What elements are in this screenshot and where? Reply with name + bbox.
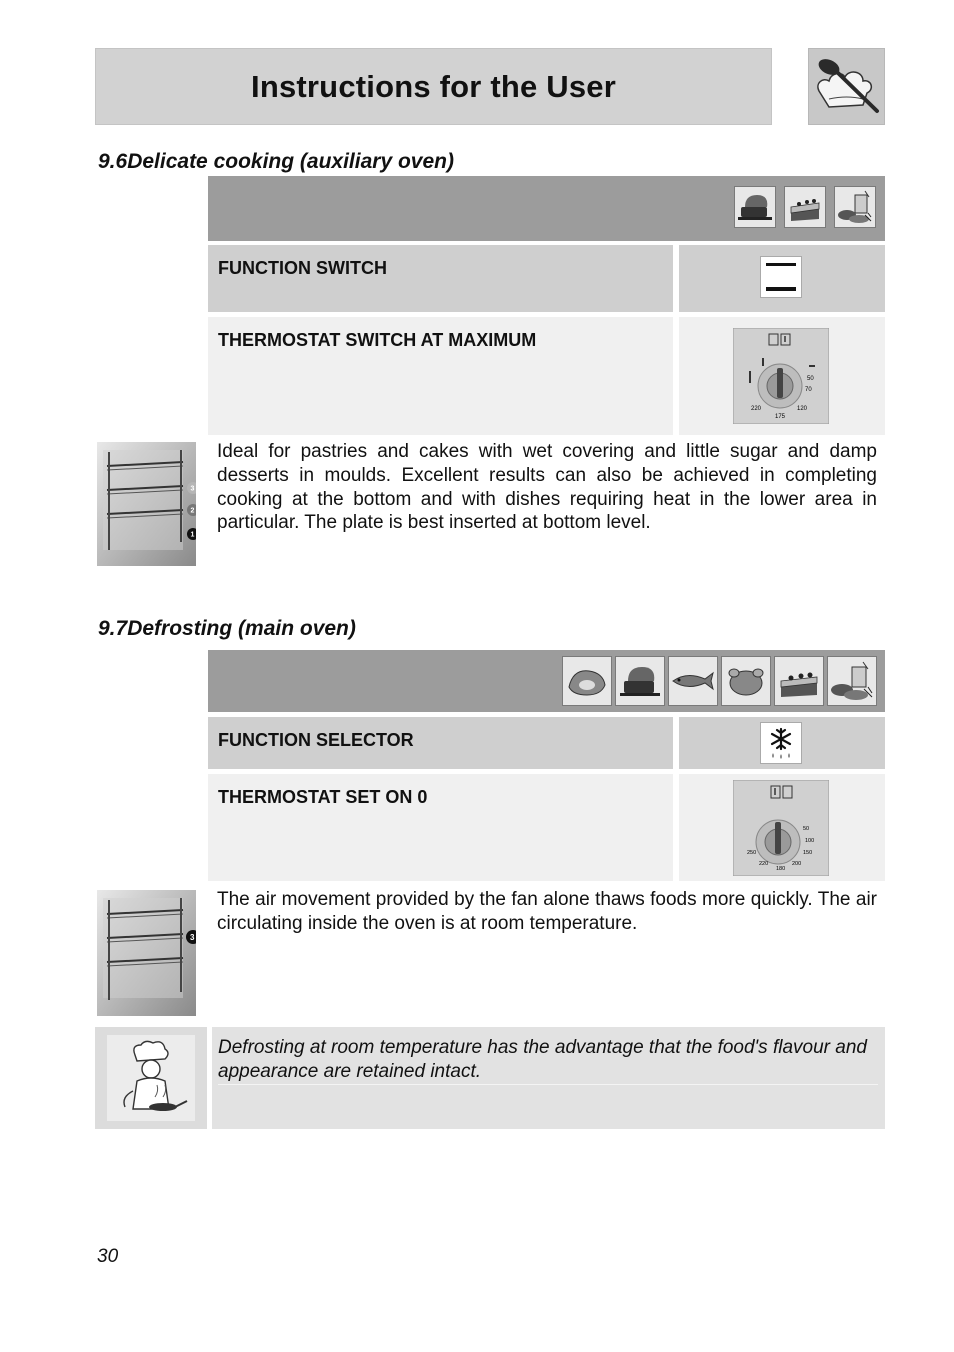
thermostat-dial-icon: [733, 328, 829, 424]
chicken-icon: [721, 656, 771, 706]
cake-icon: [774, 656, 824, 706]
dial-label: 200: [792, 861, 802, 867]
function-selector-icon-cell: [679, 717, 885, 769]
dial-label: 175: [775, 414, 786, 420]
dial-label: 70: [805, 387, 812, 393]
function-selector-label: FUNCTION SELECTOR: [208, 717, 673, 769]
dial-label: 100: [805, 838, 815, 844]
shelf-level-label: 2: [190, 507, 195, 515]
chef-cooking-icon: [107, 1035, 195, 1121]
shelf-level-label: 3: [190, 933, 195, 942]
pastry-jar-icon: [827, 656, 877, 706]
page-title: Instructions for the User: [251, 68, 616, 104]
thermostat-max-label: THERMOSTAT SWITCH AT MAXIMUM: [208, 317, 673, 435]
dial-label: 220: [759, 861, 769, 867]
delicate-cooking-description: Ideal for pastries and cakes with wet covering and little sugar and damp desserts in moulds. Excellent results can also be achieved in completing cooking at the bottom and with dishes requiring heat in the lower area in particular. The plate is best inserted at bottom level.: [217, 441, 877, 534]
cake-icon: [784, 186, 826, 228]
page-number: 30: [97, 1246, 119, 1267]
shelf-level-label: 3: [190, 485, 195, 493]
bread-icon: [615, 656, 665, 706]
dial-label: 250: [747, 850, 757, 856]
function-switch-label: FUNCTION SWITCH: [208, 245, 673, 312]
section-title-defrosting: 9.7Defrosting (main oven): [98, 617, 356, 640]
function-switch-icon-cell: [679, 245, 885, 312]
oven-shelf-diagram-defrosting: [97, 890, 196, 1016]
shelf-level-label: 1: [190, 531, 195, 539]
dial-label: 50: [807, 376, 814, 382]
thermostat-dial-icon: [733, 780, 829, 876]
note-icon-cell: [95, 1027, 207, 1129]
dial-label: 50: [803, 826, 810, 832]
note-text: Defrosting at room temperature has the advantage that the food's flavour and appearance are retained intact.: [218, 1037, 867, 1082]
dial-label: 180: [776, 866, 786, 872]
food-icons-bar-defrosting: [208, 650, 885, 712]
pastry-jar-icon: [834, 186, 876, 228]
note-box: [212, 1027, 885, 1129]
thermostat-max-icon-cell: [679, 317, 885, 435]
note-divider: [218, 1084, 878, 1085]
spoon-chef-hat-icon: [809, 49, 884, 124]
meat-icon: [562, 656, 612, 706]
snowflake-defrost-icon: [760, 722, 802, 764]
logo: [808, 48, 885, 125]
thermostat-zero-icon-cell: [679, 774, 885, 881]
food-icons-bar: [208, 176, 885, 241]
section-title-delicate-cooking: 9.6Delicate cooking (auxiliary oven): [98, 150, 454, 173]
dial-label: 150: [803, 850, 813, 856]
oven-shelf-diagram: [97, 442, 196, 566]
fish-icon: [668, 656, 718, 706]
bread-icon: [734, 186, 776, 228]
defrosting-description: The air movement provided by the fan alone thaws foods more quickly. The air circulating inside the oven is at room temperature.: [217, 889, 877, 934]
dial-label: 220: [751, 406, 762, 412]
dial-label: 120: [797, 406, 808, 412]
top-bottom-element-icon: [760, 256, 802, 298]
thermostat-zero-label: THERMOSTAT SET ON 0: [208, 774, 673, 881]
